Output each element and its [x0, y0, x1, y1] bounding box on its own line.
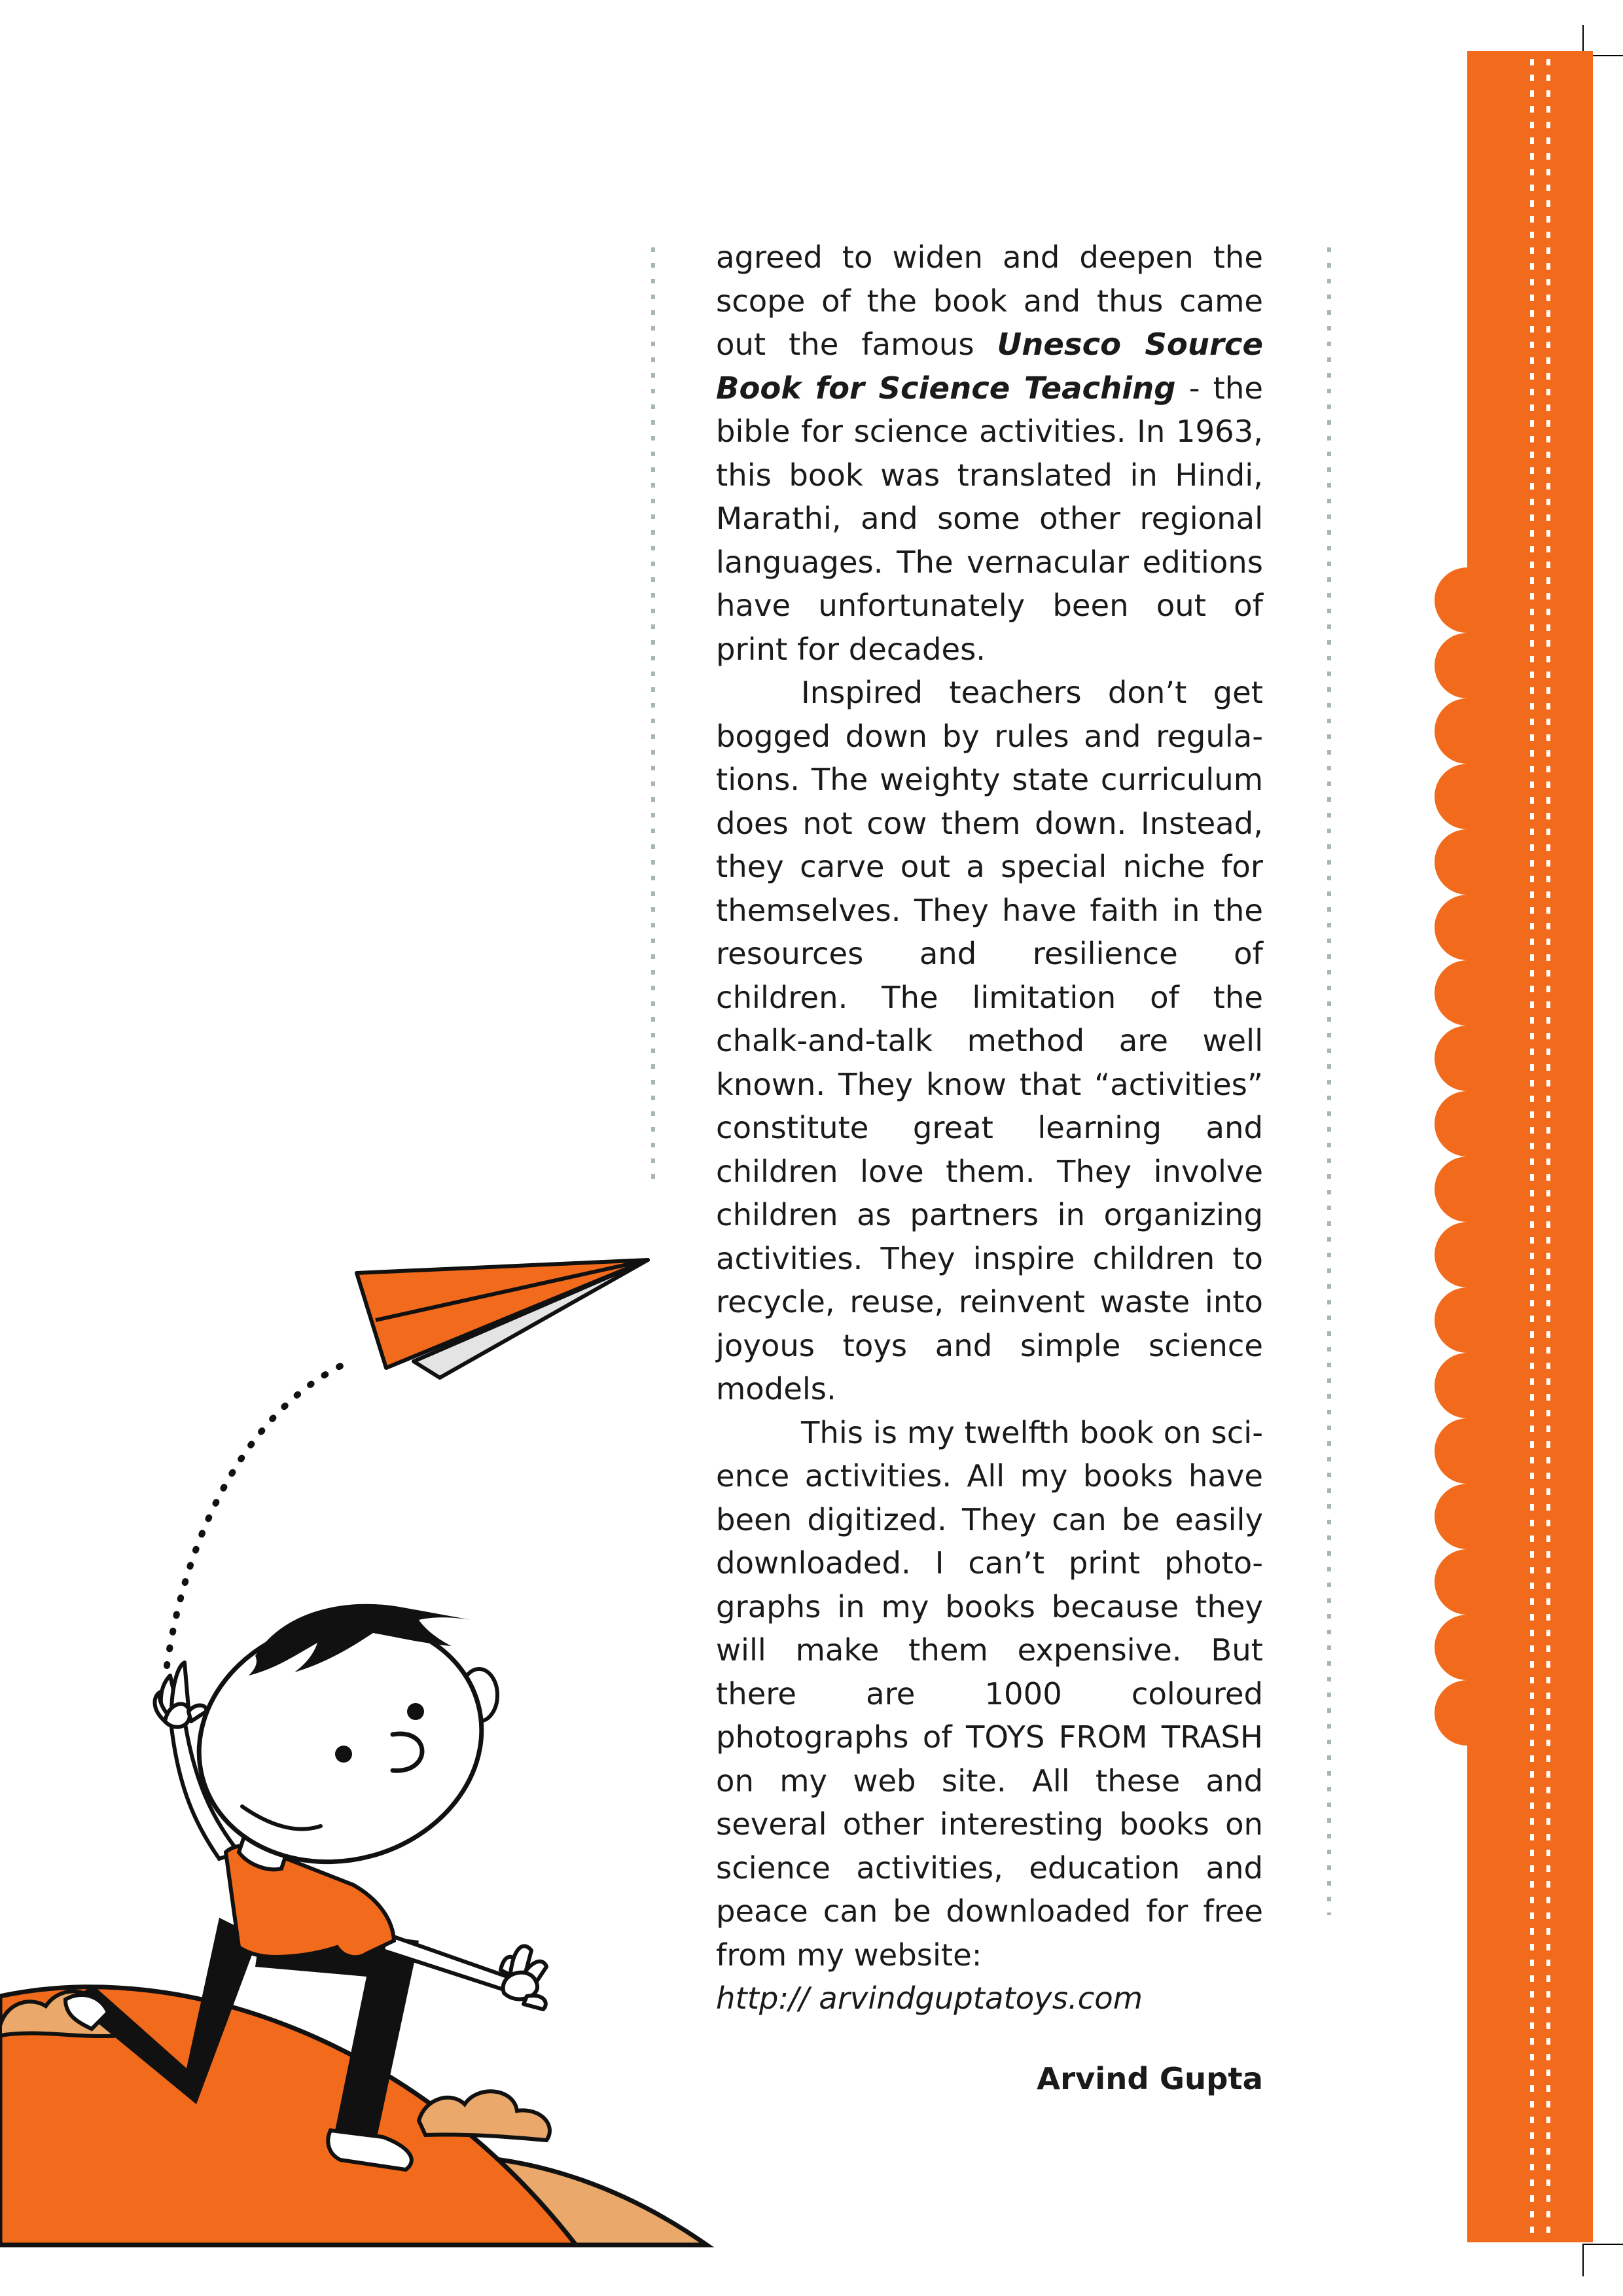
- boy-left-eye: [335, 1746, 352, 1763]
- paper-plane: [357, 1260, 648, 1378]
- boy-right-eye: [407, 1703, 424, 1720]
- boy-raised-hand: [154, 1662, 206, 1727]
- paragraph-1: [716, 236, 1263, 671]
- boy-extended-hand: [501, 1946, 546, 2009]
- paragraph-1-text-b: - the bible for science activities. In 1963, this book was translated in Hindi, Marathi, and some other regional languages. The vernacular editions have unfortunately been out of print for decades.: [716, 370, 1263, 667]
- paragraph-1-text-a: agreed to widen and deepen the scope of the book and thus came out the famous: [716, 240, 1263, 362]
- website-url: http:// arvindguptatoys.com: [716, 1981, 1143, 2016]
- book-title: Unesco Source Book for Science Teaching: [716, 327, 1263, 406]
- author-name: Arvind Gupta: [1037, 2060, 1263, 2096]
- paragraph-3: This is my twelfth book on science activities. All my books have been digitized. They can be easily downloaded. I can’t print photographs in my books because they will make them expensive. But there are 1000 coloured photographs of TOYS FROM TRASH on my web site. All these and several other interesting books on science activities, education and peace can be downloaded for free from my website:: [716, 1414, 1263, 1973]
- paragraph-2: Inspired teachers don’t get bogged down by rules and regulations. The weighty state curriculum does not cow them down. Instead, they carve out a special niche for themselves. They have faith in the resources and resilience of children. The limitation of the chalk-and-talk method are well known. They know that “activities” constitute great learning and children love them. They involve children as partners in organizing activities. They inspire children to recycle, reuse, reinvent waste into joyous toys and simple science models.: [716, 675, 1263, 1407]
- bush-right: [419, 2091, 550, 2140]
- article-text: [716, 236, 1263, 2100]
